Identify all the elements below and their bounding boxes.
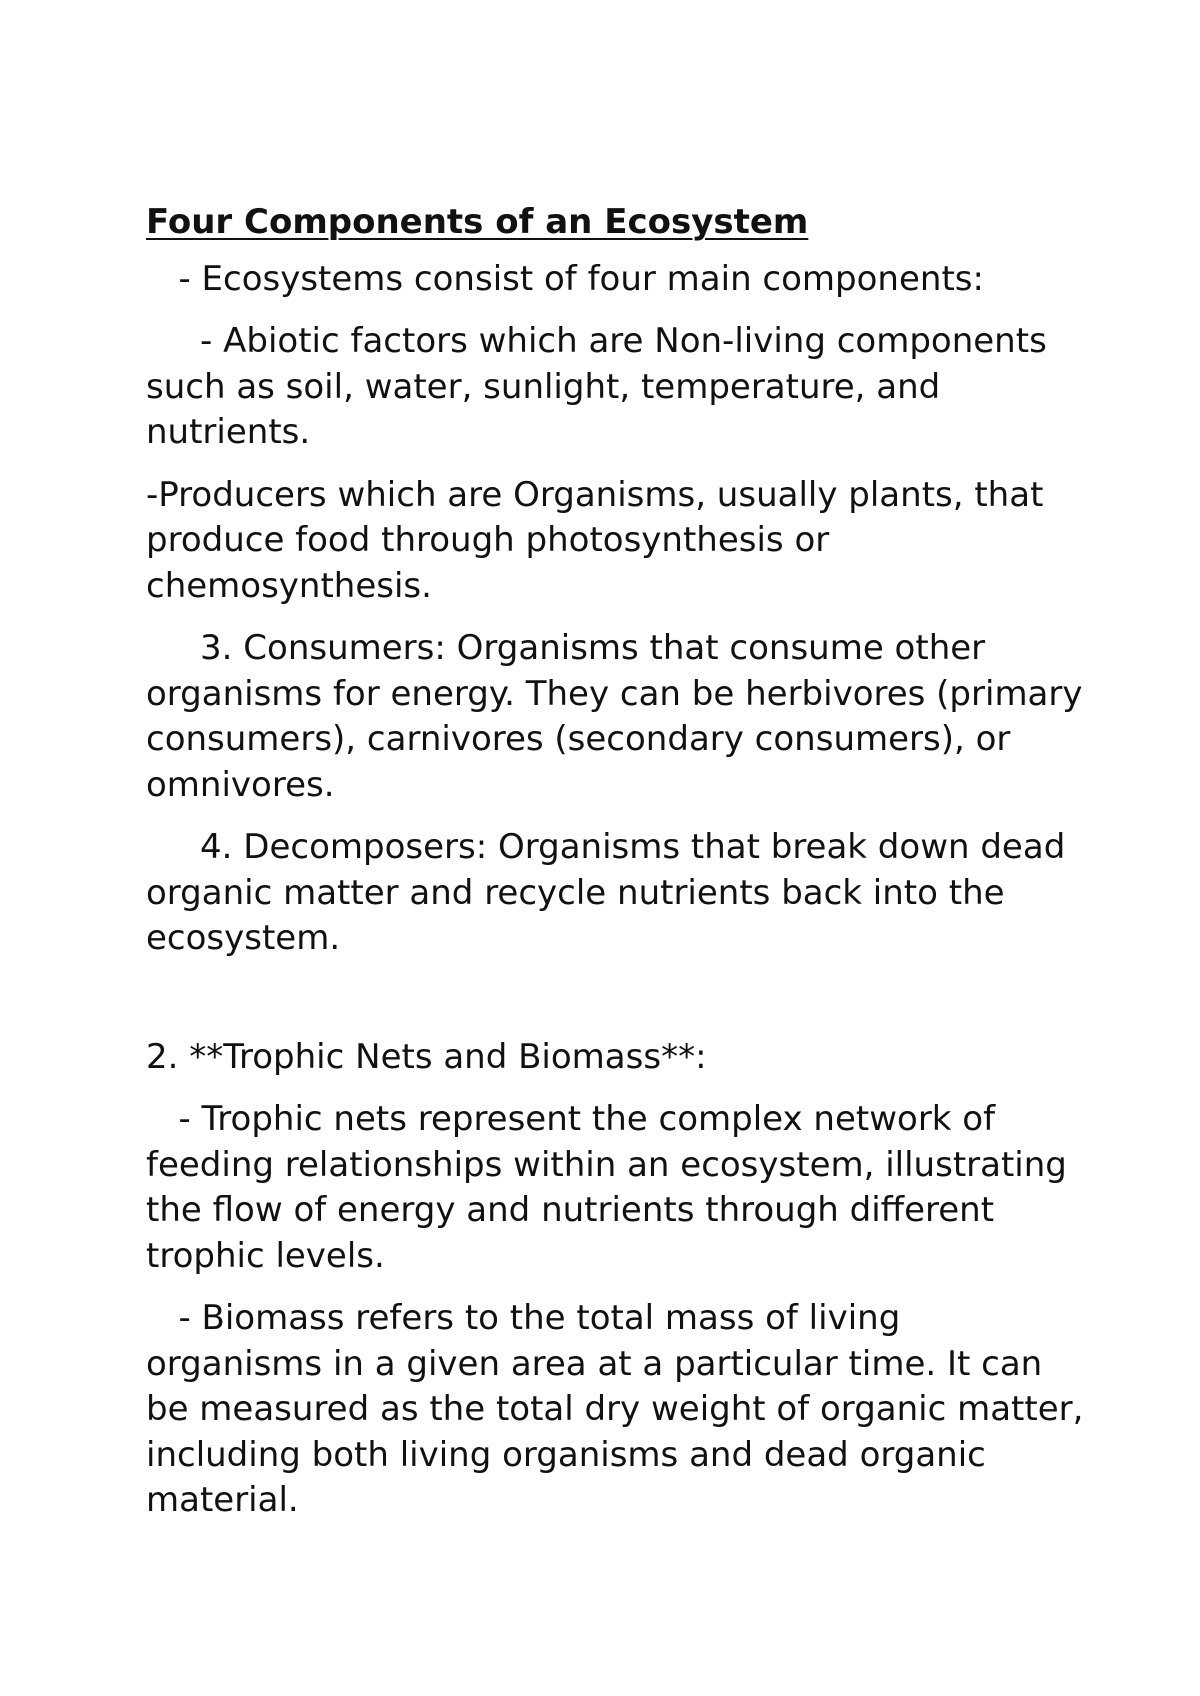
paragraph-ecosystems-intro: - Ecosystems consist of four main components: bbox=[146, 258, 984, 299]
document-title: Four Components of an Ecosystem bbox=[146, 202, 809, 242]
paragraph-biomass: - Biomass refers to the total mass of living organisms in a given area at a particular time. It can be measured as the total dry weight of organic matter, including both living organisms and dead organic material. bbox=[146, 1298, 1095, 1520]
section-spacer bbox=[146, 979, 1086, 1035]
paragraph-abiotic-factors: - Abiotic factors which are Non-living components such as soil, water, sunlight, temperature, and nutrients. bbox=[146, 321, 1058, 452]
paragraph-consumers: 3. Consumers: Organisms that consume other organisms for energy. They can be herbivores (primary consumers), carnivores (secondary consumers), or omnivores. bbox=[146, 628, 1094, 805]
paragraph-producers: -Producers which are Organisms, usually plants, that produce food through photosynthesis or chemosynthesis. bbox=[146, 474, 1055, 606]
section-heading-trophic-nets: 2. **Trophic Nets and Biomass**: bbox=[146, 1036, 707, 1077]
document-body bbox=[146, 200, 1095, 1541]
paragraph-decomposers: 4. Decomposers: Organisms that break down dead organic matter and recycle nutrients back into the ecosystem. bbox=[146, 827, 1077, 958]
paragraph-trophic-nets: - Trophic nets represent the complex network of feeding relationships within an ecosystem, illustrating the flow of energy and nutrients through different trophic levels. bbox=[146, 1099, 1078, 1276]
